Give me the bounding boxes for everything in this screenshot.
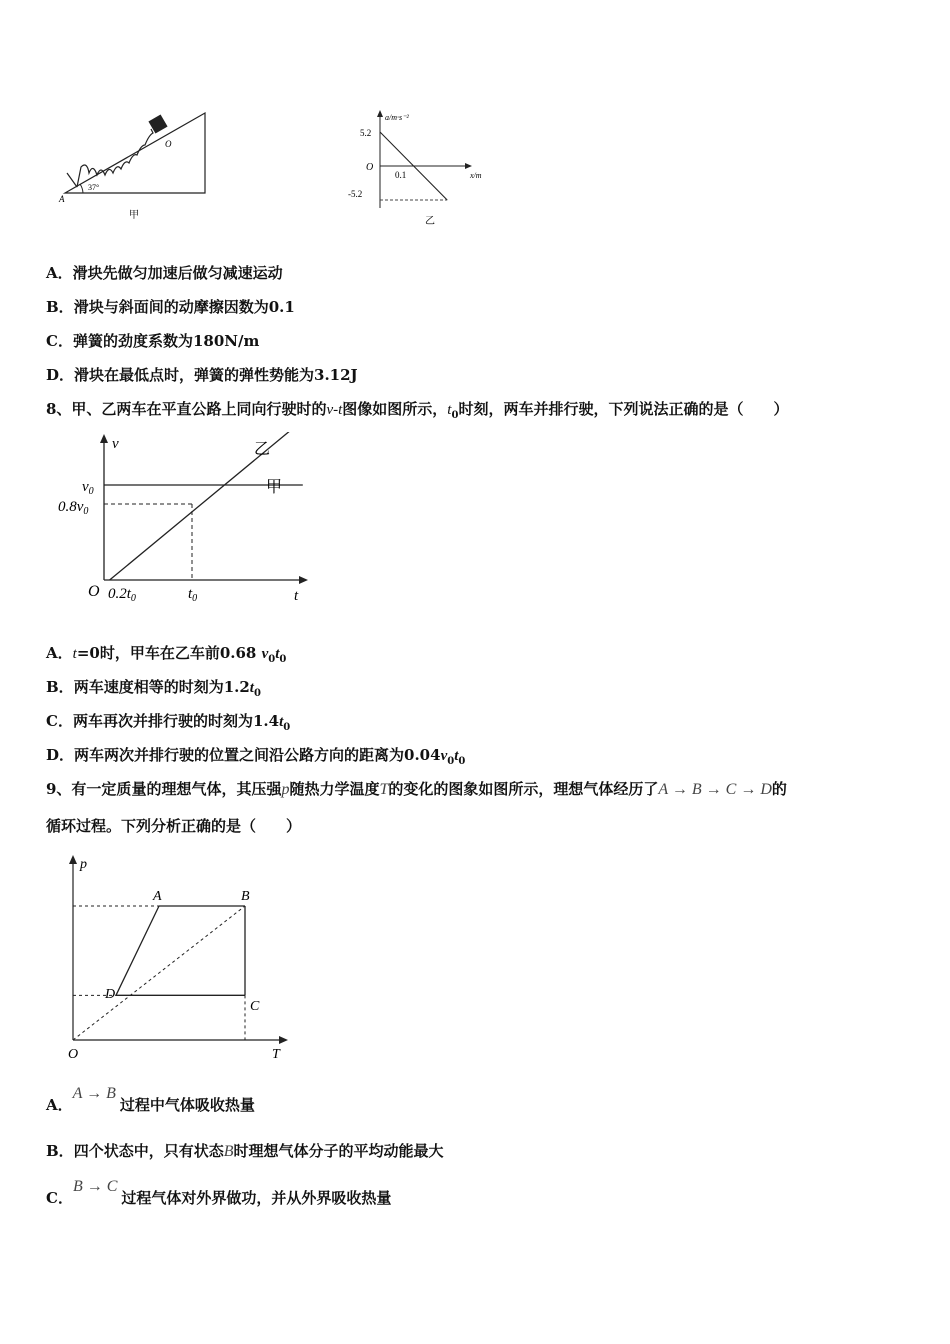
dashed-guide [73, 906, 245, 1040]
a-x-graph [340, 108, 500, 230]
q9-option-b: B．四个状态中，只有状态B时理想气体分子的平均动能最大 [46, 1142, 444, 1160]
v-axis-arrow [100, 434, 108, 443]
incline-point-a: A [59, 194, 65, 204]
p-t-graph [58, 852, 298, 1067]
t02-tick: $0.2t_0$ [108, 586, 136, 604]
T-axis-label: T [272, 1047, 280, 1062]
legend-jia: 甲 [266, 477, 283, 496]
t-axis-label: t [294, 588, 299, 604]
origin-label: O [88, 583, 100, 600]
t-axis-arrow [299, 576, 308, 584]
incline-figure [55, 105, 220, 230]
x-axis-label: x/m [470, 171, 482, 180]
q8-option-a: A．t=0时，甲车在乙车前0.68 $v_0t_0$ [46, 644, 287, 665]
T-axis-arrow [279, 1036, 288, 1044]
incline-caption: 甲 [129, 210, 139, 221]
t0-tick: $t_0$ [188, 586, 198, 604]
a-x-caption: 乙 [425, 216, 435, 227]
q7-option-d: D．滑块在最低点时，弹簧的弹性势能为3.12J [46, 366, 358, 384]
point-b-label: B [241, 889, 250, 904]
y-tick-neg-5.2: -5.2 [348, 189, 363, 199]
incline-point-o: O [165, 139, 172, 149]
v-t-graph [52, 432, 322, 610]
y-tick-5.2: 5.2 [360, 128, 372, 138]
p-axis-arrow [69, 855, 77, 864]
cycle-segment-DA [116, 906, 159, 995]
q9-stem-line1: 9、有一定质量的理想气体，其压强p随热力学温度T的变化的图象如图所示，理想气体经历了A → B → C → D的 [46, 780, 787, 798]
incline-triangle [65, 113, 205, 193]
point-c-label: C [250, 999, 260, 1014]
a-axis-arrow [377, 110, 383, 117]
q8-stem: 8、甲、乙两车在平直公路上同向行驶时的v-t图像如图所示，$t_0$时刻，两车并排行驶，下列说法正确的是（ ） [46, 400, 789, 421]
origin-label: O [68, 1047, 79, 1062]
q8-option-c: C．两车再次并排行驶的时刻为$1.4t_0$ [46, 712, 291, 733]
a-axis-label: a/m·s⁻² [385, 113, 409, 122]
q7-option-a: A．滑块先做匀加速后做匀减速运动 [46, 264, 283, 282]
p-axis-label: p [80, 857, 87, 872]
x-axis-arrow [465, 163, 472, 169]
point-a-label: A [153, 889, 162, 904]
x-tick-0.1: 0.1 [395, 170, 407, 180]
point-d-label: D [105, 987, 116, 1002]
v08-tick: $0.8v_0$ [58, 499, 89, 517]
q8-option-b: B．两车速度相等的时刻为$1.2t_0$ [46, 678, 261, 699]
q9-option-c: C．B → C过程气体对外界做功，并从外界吸收热量 [46, 1178, 392, 1207]
angle-arc [80, 184, 83, 193]
v0-tick: $v_0$ [82, 479, 94, 497]
origin-label: O [366, 162, 374, 173]
legend-yi: 乙 [254, 439, 271, 458]
q7-option-b: B．滑块与斜面间的动摩擦因数为0.1 [46, 298, 295, 316]
q7-option-c: C．弹簧的劲度系数为180N/m [46, 332, 260, 350]
q8-option-d: D．两车两次并排行驶的位置之间沿公路方向的距离为$0.04v_0t_0$ [46, 746, 466, 767]
q9-option-a: A．A → B过程中气体吸收热量 [46, 1085, 255, 1114]
q9-stem-line2: 循环过程。下列分析正确的是（ ） [46, 817, 302, 835]
v-axis-label: v [112, 436, 119, 452]
spring [67, 129, 153, 187]
incline-angle-label: 37° [88, 183, 100, 192]
pt-cycle [73, 906, 245, 1040]
